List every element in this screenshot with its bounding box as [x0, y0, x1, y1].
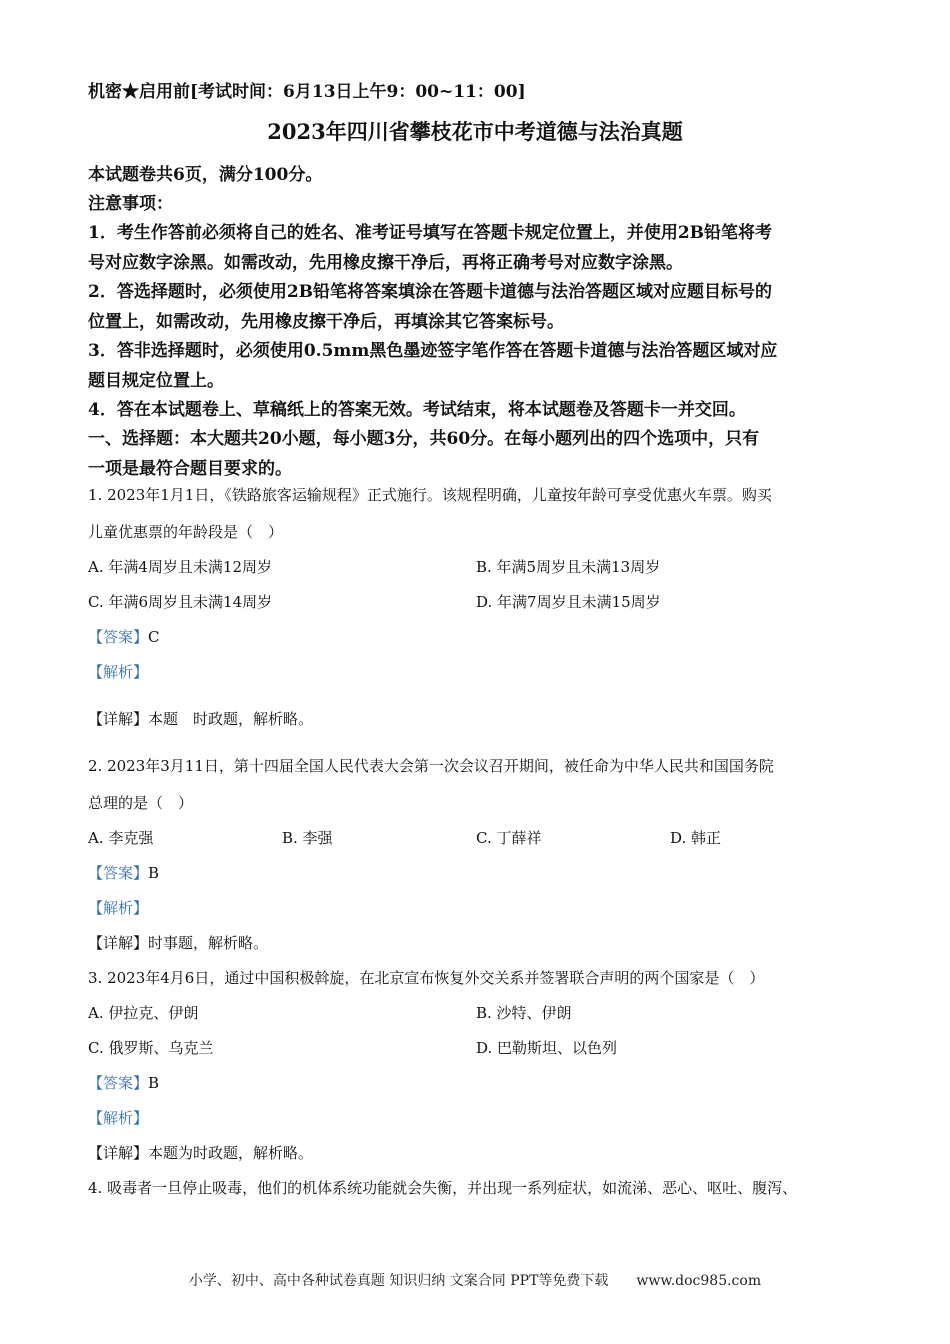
answer-value: C	[148, 628, 160, 646]
option-a: A. 李克强	[88, 829, 154, 847]
option-d: D. 巴勒斯坦、以色列	[476, 1039, 618, 1057]
note-line: 位置上，如需改动，先用橡皮擦干净后，再填涂其它答案标号。	[88, 312, 564, 332]
section-heading: 一、选择题：本大题共20小题，每小题3分，共60分。在每小题列出的四个选项中，只有	[88, 429, 760, 449]
answer-line	[88, 862, 159, 883]
question-stem: 总理的是（ ）	[88, 794, 194, 812]
notes-heading: 注意事项：	[88, 194, 173, 214]
option-b: B. 沙特、伊朗	[476, 1004, 572, 1022]
analysis-tag: 【解析】	[88, 663, 149, 681]
detail-tag: 【详解】	[88, 934, 149, 952]
option-c: C. 年满6周岁且未满14周岁	[88, 593, 273, 611]
detail-tag: 【详解】	[88, 1144, 149, 1162]
detail-line	[88, 708, 313, 729]
option-a: A. 伊拉克、伊朗	[88, 1004, 199, 1022]
question-stem: 3. 2023年4月6日，通过中国积极斡旋，在北京宣布恢复外交关系并签署联合声明的两个国家是（ ）	[88, 969, 765, 987]
question-stem: 1. 2023年1月1日，《铁路旅客运输规程》正式施行。该规程明确，儿童按年龄可享受优惠火车票。购买	[88, 486, 772, 504]
answer-tag: 【答案】	[88, 1074, 149, 1092]
answer-value: B	[148, 864, 160, 882]
answer-tag: 【答案】	[88, 864, 149, 882]
analysis-tag: 【解析】	[88, 899, 149, 917]
option-a: A. 年满4周岁且未满12周岁	[88, 558, 272, 576]
question-stem: 2. 2023年3月11日，第十四届全国人民代表大会第一次会议召开期间，被任命为中华人民共和国国务院	[88, 757, 774, 775]
option-d: D. 韩正	[670, 829, 722, 847]
detail-tag: 【详解】	[88, 710, 149, 728]
page-count-note: 本试题卷共6页，满分100分。	[88, 165, 323, 185]
note-line: 号对应数字涂黑。如需改动，先用橡皮擦干净后，再将正确考号对应数字涂黑。	[88, 253, 683, 273]
section-heading: 一项是最符合题目要求的。	[88, 459, 292, 479]
detail-text: 本题 时政题，解析略。	[148, 710, 314, 728]
option-c: C. 俄罗斯、乌克兰	[88, 1039, 214, 1057]
detail-line	[88, 1142, 313, 1163]
answer-value: B	[148, 1074, 160, 1092]
option-c: C. 丁薛祥	[476, 829, 542, 847]
page-footer: 小学、初中、高中各种试卷真题 知识归纳 文案合同 PPT等免费下载 www.doc985.com	[188, 1273, 762, 1289]
option-b: B. 年满5周岁且未满13周岁	[476, 558, 661, 576]
note-line: 题目规定位置上。	[88, 371, 224, 391]
detail-text: 本题为时政题，解析略。	[148, 1144, 314, 1162]
analysis-tag: 【解析】	[88, 1109, 149, 1127]
note-line: 3．答非选择题时，必须使用0.5mm黑色墨迹签字笔作答在答题卡道德与法治答题区域对应	[88, 341, 778, 361]
page-title: 2023年四川省攀枝花市中考道德与法治真题	[267, 119, 683, 144]
option-b: B. 李强	[282, 829, 333, 847]
option-d: D. 年满7周岁且未满15周岁	[476, 593, 661, 611]
answer-tag: 【答案】	[88, 628, 149, 646]
answer-line	[88, 1072, 159, 1093]
note-line: 4．答在本试题卷上、草稿纸上的答案无效。考试结束，将本试题卷及答题卡一并交回。	[88, 400, 746, 420]
note-line: 1．考生作答前必须将自己的姓名、准考证号填写在答题卡规定位置上，并使用2B铅笔将考	[88, 223, 773, 243]
detail-text: 时事题，解析略。	[148, 934, 269, 952]
question-stem: 儿童优惠票的年龄段是（ ）	[88, 523, 284, 541]
question-stem: 4. 吸毒者一旦停止吸毒，他们的机体系统功能就会失衡，并出现一系列症状，如流涕、恶心、呕吐、腹泻、	[88, 1179, 798, 1197]
answer-line	[88, 626, 160, 647]
detail-line	[88, 932, 268, 953]
confidential-header: 机密★启用前[考试时间：6月13日上午9：00~11：00]	[88, 82, 526, 102]
note-line: 2．答选择题时，必须使用2B铅笔将答案填涂在答题卡道德与法治答题区域对应题目标号的	[88, 282, 773, 302]
